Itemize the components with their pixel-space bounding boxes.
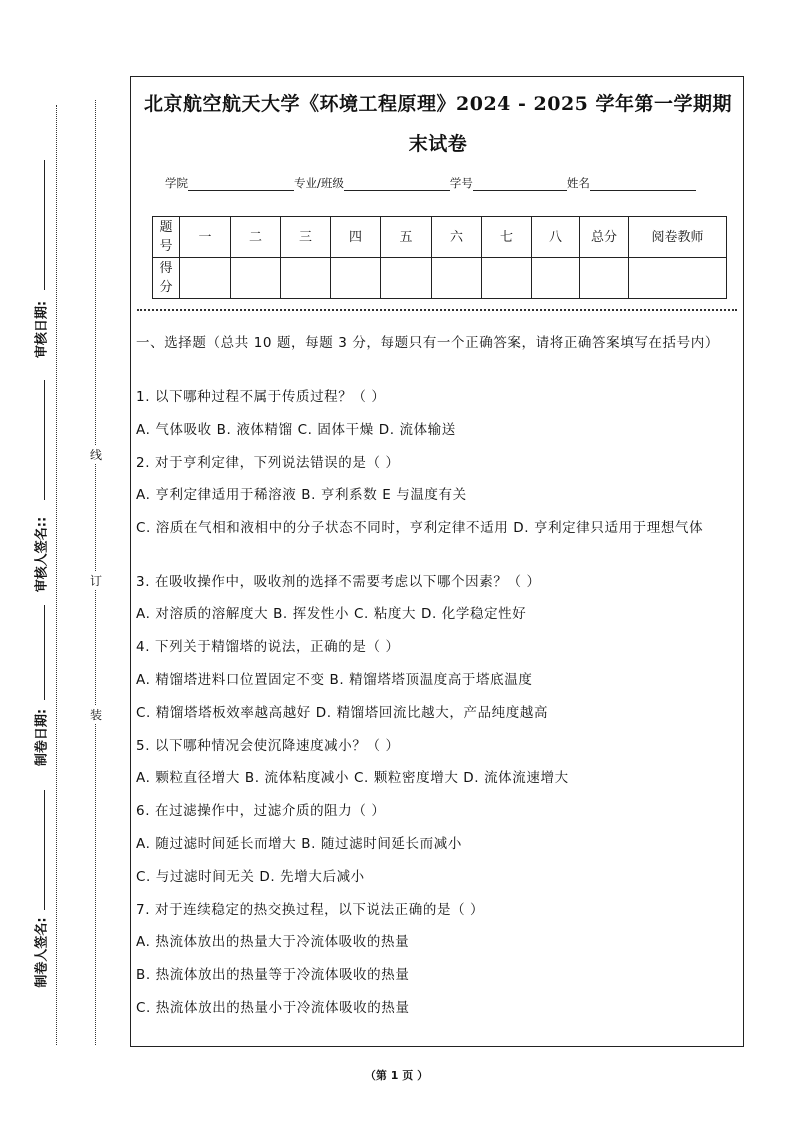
score-col-header: 七	[482, 217, 532, 258]
question-number-header: 题号	[153, 217, 180, 258]
score-cell[interactable]	[482, 258, 532, 299]
section1-heading: 一、选择题（总共 10 题，每题 3 分，每题只有一个正确答案，请将正确答案填写在括号内）	[136, 335, 719, 351]
page-number: （第 1 页 ）	[364, 1069, 429, 1082]
college-label: 学院	[165, 176, 188, 190]
score-col-header: 五	[381, 217, 432, 258]
score-table-score-row	[153, 258, 727, 299]
major-class-label: 专业/班级	[294, 176, 344, 190]
question-line: A. 热流体放出的热量大于冷流体吸收的热量	[136, 934, 410, 950]
score-cell[interactable]	[281, 258, 331, 299]
reviewer-signature-label: 审核人签名::	[34, 516, 50, 593]
review-date-line	[44, 160, 45, 290]
question-line: C. 与过滤时间无关 D. 先增大后减小	[136, 869, 365, 885]
question-line: A. 随过滤时间延长而增大 B. 随过滤时间延长而减小	[136, 836, 462, 852]
question-line: 6. 在过滤操作中，过滤介质的阻力（ ）	[136, 803, 386, 819]
student-id-field[interactable]	[473, 178, 567, 191]
student-info-row	[165, 175, 696, 191]
dotted-separator	[137, 309, 737, 311]
question-line: C. 溶质在气相和液相中的分子状态不同时，亨利定律不适用 D. 亨利定律只适用于理想气体	[136, 520, 704, 536]
score-col-header: 阅卷教师	[629, 217, 727, 258]
binding-mark-bind: 装	[89, 708, 102, 722]
student-id-label: 学号	[449, 176, 473, 190]
exam-frame	[130, 76, 744, 1047]
score-table	[152, 216, 727, 299]
question-line: 3. 在吸收操作中，吸收剂的选择不需要考虑以下哪个因素？（ ）	[136, 574, 541, 590]
question-line: 5. 以下哪种情况会使沉降速度减小？（ ）	[136, 738, 400, 754]
question-line: 1. 以下哪种过程不属于传质过程？（ ）	[136, 389, 386, 405]
paper-date-label: 制卷日期:	[34, 708, 50, 767]
score-col-header: 三	[281, 217, 331, 258]
paper-date-line	[44, 605, 45, 700]
binding-mark-line: 线	[89, 448, 102, 462]
question-line: 2. 对于亨利定律，下列说法错误的是（ ）	[136, 455, 400, 471]
score-cell[interactable]	[331, 258, 381, 299]
question-line: A. 对溶质的溶解度大 B. 挥发性小 C. 粘度大 D. 化学稳定性好	[136, 606, 527, 622]
score-row-header: 得分	[153, 258, 180, 299]
margin-dotted-line-outer	[56, 105, 57, 1045]
score-col-header: 总分	[580, 217, 629, 258]
question-line: C. 热流体放出的热量小于冷流体吸收的热量	[136, 1000, 410, 1016]
score-col-header: 八	[532, 217, 580, 258]
reviewer-signature-line	[44, 380, 45, 500]
score-cell[interactable]	[231, 258, 281, 299]
score-cell[interactable]	[532, 258, 580, 299]
name-label: 姓名	[566, 176, 590, 190]
exam-title-line1: 北京航空航天大学《环境工程原理》2024 - 2025 学年第一学期期	[144, 93, 732, 115]
question-line: A. 颗粒直径增大 B. 流体粘度减小 C. 颗粒密度增大 D. 流体流速增大	[136, 770, 569, 786]
question-line: 4. 下列关于精馏塔的说法，正确的是（ ）	[136, 639, 400, 655]
binding-mark-staple: 订	[89, 574, 102, 588]
score-col-header: 一	[180, 217, 231, 258]
question-line: C. 精馏塔塔板效率越高越好 D. 精馏塔回流比越大，产品纯度越高	[136, 705, 549, 721]
major-class-field[interactable]	[344, 178, 450, 191]
score-cell[interactable]	[180, 258, 231, 299]
score-cell[interactable]	[432, 258, 482, 299]
score-col-header: 二	[231, 217, 281, 258]
paper-maker-signature-label: 制卷人签名:	[34, 917, 50, 988]
score-col-header: 四	[331, 217, 381, 258]
paper-maker-signature-line	[44, 790, 45, 910]
score-cell[interactable]	[580, 258, 629, 299]
college-field[interactable]	[188, 178, 294, 191]
name-field[interactable]	[590, 178, 696, 191]
question-line: A. 亨利定律适用于稀溶液 B. 亨利系数 E 与温度有关	[136, 487, 467, 503]
question-line: A. 气体吸收 B. 液体精馏 C. 固体干燥 D. 流体输送	[136, 422, 456, 438]
question-line: B. 热流体放出的热量等于冷流体吸收的热量	[136, 967, 410, 983]
score-col-header: 六	[432, 217, 482, 258]
exam-title-line2: 末试卷	[408, 133, 468, 155]
question-line: A. 精馏塔进料口位置固定不变 B. 精馏塔塔顶温度高于塔底温度	[136, 672, 533, 688]
score-cell[interactable]	[381, 258, 432, 299]
review-date-label: 审核日期:	[34, 300, 50, 359]
question-line: 7. 对于连续稳定的热交换过程，以下说法正确的是（ ）	[136, 902, 485, 918]
score-cell[interactable]	[629, 258, 727, 299]
score-table-header-row	[153, 217, 727, 258]
